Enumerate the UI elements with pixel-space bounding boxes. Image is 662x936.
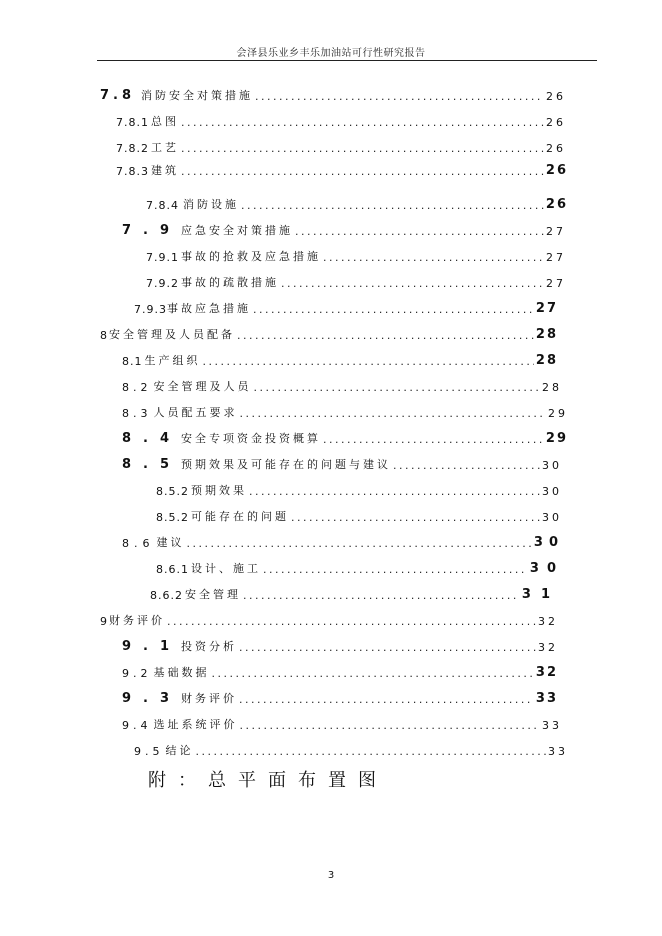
- toc-title: 消防设施: [183, 198, 239, 211]
- toc-leader-dots: [240, 407, 547, 420]
- toc-leader-dots: [253, 303, 534, 316]
- toc-entry-7-8-4[interactable]: [146, 192, 568, 212]
- toc-entry-8-6-2[interactable]: [150, 582, 560, 602]
- toc-entry-8-5-2-a[interactable]: [156, 478, 562, 498]
- toc-entry-9-4[interactable]: [122, 712, 562, 732]
- toc-entry-8-1[interactable]: [122, 348, 558, 368]
- toc-number: 8.5.2: [156, 485, 189, 498]
- toc-number: 7.9.3: [134, 303, 167, 316]
- toc-entry-9-5[interactable]: [134, 738, 568, 758]
- toc-page-number: 30: [533, 535, 564, 550]
- toc-entry-7-9-1[interactable]: [146, 244, 566, 264]
- toc-number: 7.9: [122, 223, 182, 238]
- toc-title: 预期效果及可能存在的问题与建议: [181, 458, 392, 471]
- toc-entry-8[interactable]: [100, 322, 558, 342]
- toc-number: 9: [100, 615, 107, 628]
- toc-number: 8.1: [122, 355, 143, 368]
- toc-leader-dots: [187, 537, 532, 550]
- toc-title: 财务评价: [181, 692, 238, 705]
- toc-page-number: 28: [542, 381, 562, 394]
- toc-title: 建筑: [151, 164, 179, 177]
- toc-title: 结论: [165, 744, 194, 757]
- toc-page-number: 27: [546, 251, 566, 264]
- toc-title: 工艺: [151, 141, 179, 154]
- toc-number: 7.9.2: [146, 277, 179, 290]
- toc-number: 8.4: [122, 431, 182, 446]
- toc-title: 事故的抢救及应急措施: [181, 250, 321, 263]
- toc-entry-9-2[interactable]: [122, 660, 558, 680]
- toc-number: 8.6.2: [150, 589, 183, 602]
- toc-leader-dots: [295, 225, 544, 238]
- toc-leader-dots: [243, 589, 520, 602]
- toc-leader-dots: [181, 165, 544, 178]
- toc-page-number: 26: [546, 142, 566, 155]
- toc-entry-7-9-2[interactable]: [146, 270, 566, 290]
- toc-page-number: 33: [535, 691, 558, 706]
- toc-leader-dots: [167, 615, 536, 628]
- toc-page-number: 26: [546, 90, 566, 103]
- toc-number: 8.6: [122, 537, 155, 550]
- toc-page-number: 32: [538, 641, 558, 654]
- toc-title: 选址系统评价: [153, 718, 238, 731]
- toc-number: 7.8.2: [116, 142, 149, 155]
- toc-title: 安全管理及人员配备: [109, 328, 235, 341]
- toc-entry-8-5-2-b[interactable]: [156, 504, 562, 524]
- toc-title: 基础数据: [153, 666, 210, 679]
- toc-number: 8.6.1: [156, 563, 189, 576]
- toc-title: 财务评价: [109, 614, 165, 627]
- toc-entry-8-2[interactable]: [122, 374, 562, 394]
- toc-title: 消防安全对策措施: [141, 89, 254, 102]
- toc-title: 事故的疏散措施: [181, 276, 279, 289]
- toc-title: 预期效果: [191, 484, 247, 497]
- toc-title: 总图: [151, 115, 179, 128]
- toc-page-number: 30: [529, 561, 564, 576]
- toc-title: 建议: [156, 536, 185, 549]
- toc-number: 7.8.3: [116, 165, 149, 178]
- toc-leader-dots: [240, 719, 541, 732]
- appendix-heading[interactable]: 附：总平面布置图: [148, 770, 388, 791]
- toc-number: 7.8.4: [146, 199, 179, 212]
- toc-page-number: 28: [535, 353, 558, 368]
- toc-title: 可能存在的问题: [191, 510, 289, 523]
- toc-entry-8-5[interactable]: [122, 452, 562, 472]
- toc-number: 9.5: [134, 745, 164, 758]
- toc-entry-9-3[interactable]: [122, 686, 558, 706]
- toc-number: 8.3: [122, 407, 152, 420]
- toc-entry-7-8[interactable]: [100, 83, 566, 103]
- toc-page-number: 28: [535, 327, 558, 342]
- toc-page-number: 30: [542, 459, 562, 472]
- toc-leader-dots: [212, 667, 534, 680]
- toc-title: 安全管理: [185, 588, 241, 601]
- toc-entry-7-8-3[interactable]: [116, 158, 568, 178]
- toc-leader-dots: [323, 251, 544, 264]
- toc-number: 8.5.2: [156, 511, 189, 524]
- toc-page-number: 29: [545, 431, 568, 446]
- toc-entry-9[interactable]: [100, 608, 558, 628]
- toc-page-number: 33: [542, 719, 562, 732]
- toc-page-number: 26: [545, 197, 568, 212]
- toc-leader-dots: [237, 329, 534, 342]
- toc-number: 9.2: [122, 667, 152, 680]
- toc-entry-7-9[interactable]: [122, 218, 566, 238]
- toc-page-number: 29: [548, 407, 568, 420]
- toc-entry-7-9-3[interactable]: [134, 296, 558, 316]
- toc-leader-dots: [393, 459, 540, 472]
- toc-page-number: 27: [535, 301, 558, 316]
- toc-page-number: 26: [546, 116, 566, 129]
- toc-page-number: 27: [546, 225, 566, 238]
- toc-number: 8.2: [122, 381, 152, 394]
- toc-page-number: 26: [545, 163, 568, 178]
- toc-leader-dots: [181, 142, 544, 155]
- toc-page-number: 32: [538, 615, 558, 628]
- toc-title: 安全管理及人员: [153, 380, 252, 393]
- toc-entry-9-1[interactable]: [122, 634, 558, 654]
- toc-page-number: 30: [542, 485, 562, 498]
- toc-title: 投资分析: [181, 640, 238, 653]
- toc-page-number: 32: [535, 665, 558, 680]
- toc-entry-8-4[interactable]: [122, 426, 568, 446]
- toc-leader-dots: [203, 355, 534, 368]
- toc-leader-dots: [239, 641, 536, 654]
- page-number: 3: [327, 870, 335, 881]
- toc-leader-dots: [323, 433, 544, 446]
- toc-leader-dots: [181, 116, 544, 129]
- toc-leader-dots: [249, 485, 540, 498]
- toc-page-number: 33: [548, 745, 568, 758]
- toc-leader-dots: [291, 511, 540, 524]
- toc-number: 9.4: [122, 719, 152, 732]
- toc-leader-dots: [196, 745, 547, 758]
- toc-number: 9.1: [122, 639, 182, 654]
- toc-page-number: 31: [521, 587, 560, 602]
- toc-entry-7-8-2[interactable]: [116, 135, 566, 155]
- toc-number: 8.5: [122, 457, 182, 472]
- toc-leader-dots: [254, 381, 541, 394]
- toc-number: 7.8.1: [116, 116, 149, 129]
- toc-number: 8: [100, 329, 107, 342]
- toc-title: 应急安全对策措施: [181, 224, 294, 237]
- toc-entry-8-6-1[interactable]: [156, 556, 564, 576]
- toc-number: 7.9.1: [146, 251, 179, 264]
- toc-entry-7-8-1[interactable]: [116, 109, 566, 129]
- toc-leader-dots: [281, 277, 544, 290]
- toc-number: 9.3: [122, 691, 182, 706]
- toc-leader-dots: [263, 563, 528, 576]
- toc-entry-8-6[interactable]: [122, 530, 564, 550]
- toc-leader-dots: [241, 199, 544, 212]
- toc-title: 生产组织: [144, 354, 201, 367]
- toc-title: 事故应急措施: [167, 302, 251, 315]
- toc-page-number: 27: [546, 277, 566, 290]
- toc-leader-dots: [255, 90, 544, 103]
- toc-title: 设计、施工: [191, 562, 261, 575]
- toc-entry-8-3[interactable]: [122, 400, 568, 420]
- toc-page-number: 30: [542, 511, 562, 524]
- running-header: 会泽县乐业乡丰乐加油站可行性研究报告: [236, 48, 426, 59]
- toc-title: 安全专项资金投资概算: [181, 432, 322, 445]
- toc-title: 人员配五要求: [153, 406, 238, 419]
- toc-leader-dots: [239, 693, 534, 706]
- toc-number: 7.8: [100, 88, 136, 103]
